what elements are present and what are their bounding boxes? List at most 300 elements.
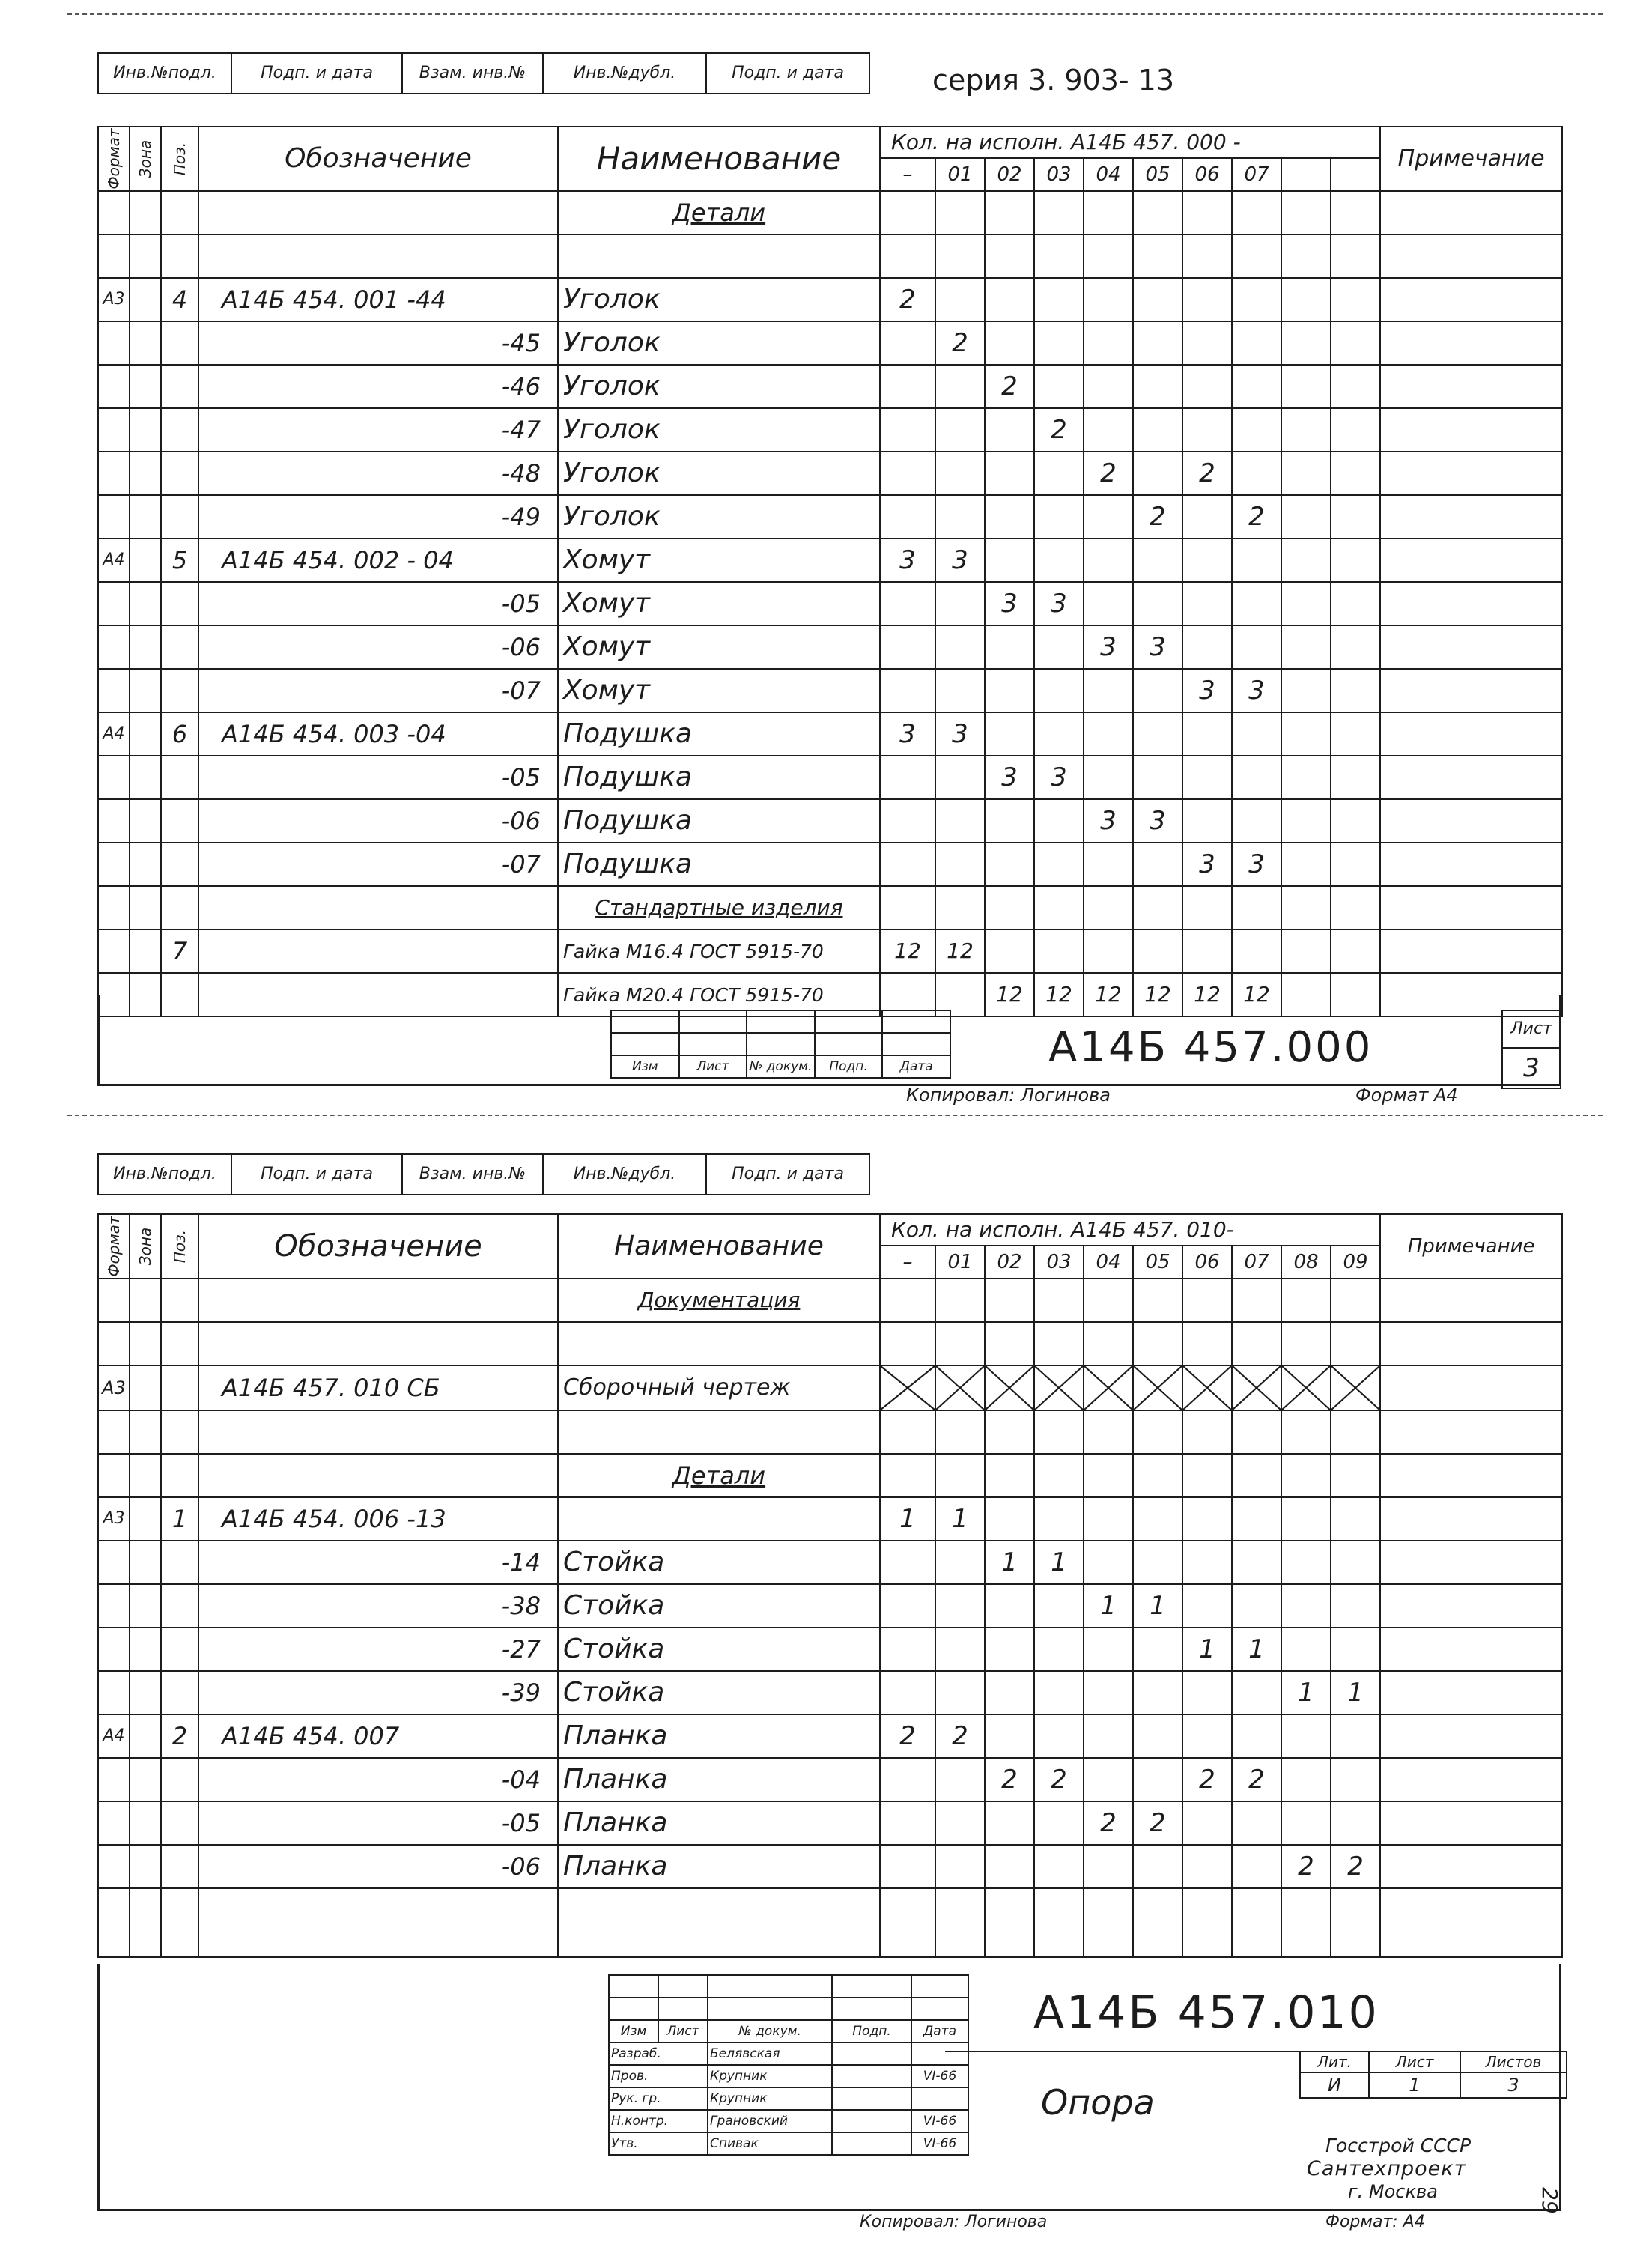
- cell-name: Гайка М16.4 ГОСТ 5915-70: [558, 930, 880, 973]
- qty-cell: [985, 1584, 1034, 1628]
- qty-cell: [1133, 278, 1182, 321]
- qty-cell: [1281, 1714, 1331, 1758]
- qty-cell: [1232, 539, 1281, 582]
- qty-cell: [985, 1845, 1034, 1888]
- cell-note: [1380, 1628, 1562, 1671]
- qty-cell: [1034, 1628, 1084, 1671]
- qty-cell: 2: [1232, 1758, 1281, 1801]
- qty-cell: [1133, 1628, 1182, 1671]
- qty-cell: [1084, 843, 1133, 886]
- rev-head: Лист: [658, 2020, 708, 2043]
- qty-cell: [1232, 1714, 1281, 1758]
- qty-cell: [935, 1671, 985, 1714]
- approval-date: VI-66: [911, 2132, 968, 2155]
- table-header-row: [98, 127, 1562, 158]
- cell-pos: 6: [161, 712, 198, 756]
- approval-role: Рук. гр.: [609, 2087, 708, 2110]
- cell-note: [1380, 1541, 1562, 1584]
- stamp-cell: Инв.№подл.: [98, 53, 231, 94]
- qty-cell: 1: [935, 1497, 985, 1541]
- approval-role: Утв.: [609, 2132, 708, 2155]
- col-designation: Обозначение: [198, 1214, 558, 1279]
- qty-cell: [1232, 625, 1281, 669]
- section-row: [98, 191, 1562, 234]
- qty-cell: [985, 1714, 1034, 1758]
- approval-date: VI-66: [911, 2110, 968, 2132]
- qty-cell: [985, 712, 1034, 756]
- cell-designation: -38: [198, 1584, 558, 1628]
- section-docs: Документация: [558, 1279, 880, 1322]
- cell-note: [1380, 1758, 1562, 1801]
- col-pos-label: Поз.: [171, 1229, 189, 1264]
- qty-cell: 1: [1133, 1584, 1182, 1628]
- qty-col-head: 01: [935, 1246, 985, 1279]
- qty-cell: [1331, 1801, 1380, 1845]
- qty-cell: [1331, 365, 1380, 408]
- part-row: [98, 1628, 1562, 1671]
- col-note: Примечание: [1380, 1214, 1562, 1279]
- qty-cell: [1232, 712, 1281, 756]
- qty-cell: [1281, 452, 1331, 495]
- qty-cell: 1: [1034, 1541, 1084, 1584]
- cell-name: [558, 1497, 880, 1541]
- cell-pos: [161, 408, 198, 452]
- stamp-cell: Подп. и дата: [231, 53, 402, 94]
- qty-cell: 3: [1084, 799, 1133, 843]
- cell-zone: [130, 539, 161, 582]
- approval-name: Спивак: [708, 2132, 832, 2155]
- qty-cell: [1133, 321, 1182, 365]
- qty-cell: [1034, 321, 1084, 365]
- sheet-number-box: [1501, 1010, 1561, 1089]
- qty-cell: [880, 582, 935, 625]
- qty-cell: [1331, 321, 1380, 365]
- qty-cell: [1331, 1497, 1380, 1541]
- org-line-1: Госстрой СССР: [1325, 2135, 1472, 2156]
- qty-cell: 3: [1232, 843, 1281, 886]
- part-row: [98, 539, 1562, 582]
- qty-cell: [1281, 321, 1331, 365]
- qty-cell: [1133, 539, 1182, 582]
- qty-cell: [1331, 278, 1380, 321]
- cell-name: Уголок: [558, 452, 880, 495]
- col-format: [98, 1214, 130, 1279]
- org-line-3: г. Москва: [1348, 2181, 1438, 2202]
- cell-pos: [161, 1584, 198, 1628]
- qty-cell: [1232, 582, 1281, 625]
- qty-cell: [1084, 539, 1133, 582]
- qty-cell: [1182, 930, 1232, 973]
- cell-format: [98, 1845, 130, 1888]
- qty-cell: [1133, 712, 1182, 756]
- cell-pos: [161, 1801, 198, 1845]
- series-number: серия 3. 903- 13: [932, 64, 1175, 97]
- qty-cell: [1232, 408, 1281, 452]
- cell-format: А3: [98, 1497, 130, 1541]
- qty-cell: [1232, 365, 1281, 408]
- qty-cell: 12: [1034, 973, 1084, 1016]
- qty-cell: [1034, 1714, 1084, 1758]
- qty-cell: [1182, 1845, 1232, 1888]
- qty-cell: [985, 539, 1034, 582]
- qty-cell: [985, 1671, 1034, 1714]
- rev-head: Изм: [611, 1055, 679, 1078]
- section-details: Детали: [558, 1454, 880, 1497]
- cell-pos: [161, 1628, 198, 1671]
- cell-name: Уголок: [558, 495, 880, 539]
- qty-cell: [985, 1628, 1034, 1671]
- qty-cell: 1: [1331, 1671, 1380, 1714]
- cell-pos: 2: [161, 1714, 198, 1758]
- cell-zone: [130, 321, 161, 365]
- qty-col-head: 02: [985, 158, 1034, 191]
- stamp-cell: Взам. инв.№: [402, 1154, 543, 1195]
- cell-designation: -39: [198, 1671, 558, 1714]
- cell-note: [1380, 278, 1562, 321]
- cell-pos: [161, 452, 198, 495]
- qty-cell: [1084, 712, 1133, 756]
- qty-cell: [1331, 1628, 1380, 1671]
- col-zone: [130, 1214, 161, 1279]
- qty-cell: [935, 625, 985, 669]
- applies-mark: [935, 1365, 985, 1410]
- qty-cell: [1133, 1845, 1182, 1888]
- cell-zone: [130, 669, 161, 712]
- cell-designation: -06: [198, 625, 558, 669]
- cell-note: [1380, 1584, 1562, 1628]
- qty-cell: [1182, 495, 1232, 539]
- qty-cell: [1133, 1497, 1182, 1541]
- stamp-cell: Инв.№дубл.: [543, 53, 706, 94]
- cell-format: [98, 408, 130, 452]
- qty-cell: 3: [1034, 582, 1084, 625]
- cell-zone: [130, 799, 161, 843]
- rev-head: Подп.: [815, 1055, 883, 1078]
- cell-format: [98, 1758, 130, 1801]
- qty-cell: [935, 799, 985, 843]
- approval-signature: [832, 2043, 911, 2065]
- sheets-label: Листов: [1460, 2052, 1567, 2072]
- qty-cell: [1232, 452, 1281, 495]
- rev-head: № докум.: [747, 1055, 815, 1078]
- qty-cell: [1084, 582, 1133, 625]
- qty-cell: [935, 1584, 985, 1628]
- qty-cell: [1331, 582, 1380, 625]
- cell-designation: -06: [198, 799, 558, 843]
- lit-label: Лит.: [1300, 2052, 1369, 2072]
- qty-cell: 1: [1084, 1584, 1133, 1628]
- col-zone-label: Зона: [136, 139, 154, 178]
- qty-cell: [880, 1845, 935, 1888]
- cell-designation: А14Б 454. 006 -13: [198, 1497, 558, 1541]
- empty-row: [98, 1410, 1562, 1454]
- qty-cell: [1034, 452, 1084, 495]
- cell-note: [1380, 1801, 1562, 1845]
- qty-cell: [1331, 1758, 1380, 1801]
- cell-pos: 5: [161, 539, 198, 582]
- qty-col-head: 01: [935, 158, 985, 191]
- qty-cell: [1281, 1758, 1331, 1801]
- part-row: [98, 1671, 1562, 1714]
- part-row: [98, 625, 1562, 669]
- paper-format: Формат А4: [1355, 1085, 1458, 1106]
- qty-cell: 3: [935, 712, 985, 756]
- rev-head: Изм: [609, 2020, 658, 2043]
- cell-note: [1380, 408, 1562, 452]
- qty-cell: [1331, 452, 1380, 495]
- qty-col-head: 03: [1034, 1246, 1084, 1279]
- approval-signature: [832, 2132, 911, 2155]
- qty-cell: 2: [1182, 1758, 1232, 1801]
- stamp-cell: Подп. и дата: [231, 1154, 402, 1195]
- qty-cell: [1331, 1714, 1380, 1758]
- cell-zone: [130, 408, 161, 452]
- approval-row: [609, 2043, 968, 2065]
- empty-row: [98, 1322, 1562, 1365]
- qty-cell: [1331, 669, 1380, 712]
- qty-cell: [1281, 625, 1331, 669]
- cell-zone: [130, 1584, 161, 1628]
- qty-cell: [1133, 1541, 1182, 1584]
- qty-cell: 12: [1133, 973, 1182, 1016]
- qty-cell: [1281, 365, 1331, 408]
- qty-cell: [1084, 669, 1133, 712]
- qty-col-head: [1281, 158, 1331, 191]
- qty-cell: [1133, 756, 1182, 799]
- qty-cell: [935, 495, 985, 539]
- sheet-value: 1: [1369, 2072, 1460, 2098]
- qty-cell: [935, 843, 985, 886]
- applies-mark: [1182, 1365, 1232, 1410]
- cell-zone: [130, 1758, 161, 1801]
- qty-cell: [935, 1758, 985, 1801]
- qty-cell: [1331, 843, 1380, 886]
- qty-cell: [985, 625, 1034, 669]
- cell-name: Подушка: [558, 843, 880, 886]
- applies-mark: [985, 1365, 1034, 1410]
- cell-format: [98, 365, 130, 408]
- qty-cell: 3: [985, 756, 1034, 799]
- part-row: [98, 1497, 1562, 1541]
- qty-cell: [1133, 1714, 1182, 1758]
- qty-cell: [1281, 408, 1331, 452]
- qty-cell: [1084, 495, 1133, 539]
- col-pos: [161, 127, 198, 191]
- stamp-cell: Подп. и дата: [706, 53, 869, 94]
- qty-cell: 1: [985, 1541, 1034, 1584]
- qty-cell: 2: [1133, 495, 1182, 539]
- qty-cell: [1182, 582, 1232, 625]
- paper-format: Формат: А4: [1325, 2213, 1425, 2231]
- qty-cell: [1182, 1671, 1232, 1714]
- sheet-label: Лист: [1369, 2052, 1460, 2072]
- qty-col-head: 07: [1232, 158, 1281, 191]
- section-row: [98, 886, 1562, 930]
- approval-signature: [832, 2087, 911, 2110]
- qty-cell: [985, 1497, 1034, 1541]
- qty-cell: 2: [985, 365, 1034, 408]
- cell-format: [98, 799, 130, 843]
- qty-cell: 2: [1034, 408, 1084, 452]
- applies-mark: [1084, 1365, 1133, 1410]
- cell-format: [98, 1801, 130, 1845]
- qty-cell: [880, 1671, 935, 1714]
- qty-cell: 3: [1133, 625, 1182, 669]
- cell-designation: -27: [198, 1628, 558, 1671]
- revision-stamp-1: [610, 1010, 951, 1079]
- qty-cell: [880, 452, 935, 495]
- qty-cell: [935, 756, 985, 799]
- qty-cell: 2: [1232, 495, 1281, 539]
- qty-cell: [1232, 1845, 1281, 1888]
- cell-pos: [161, 669, 198, 712]
- qty-cell: [985, 843, 1034, 886]
- cell-zone: [130, 756, 161, 799]
- cell-note: [1380, 1845, 1562, 1888]
- cell-format: [98, 495, 130, 539]
- approval-name: Грановский: [708, 2110, 832, 2132]
- page-number: 29: [1537, 2187, 1562, 2214]
- qty-cell: [1034, 712, 1084, 756]
- approval-date: [911, 2087, 968, 2110]
- qty-cell: 1: [880, 1497, 935, 1541]
- approval-signature: [832, 2110, 911, 2132]
- part-row: [98, 669, 1562, 712]
- cell-designation: -14: [198, 1541, 558, 1584]
- cell-note: [1380, 799, 1562, 843]
- qty-cell: [1331, 756, 1380, 799]
- qty-cell: [1133, 365, 1182, 408]
- cell-designation: А14Б 454. 007: [198, 1714, 558, 1758]
- qty-cell: [1084, 930, 1133, 973]
- qty-cell: [1331, 1584, 1380, 1628]
- section-row: [98, 1454, 1562, 1497]
- qty-cell: 2: [880, 1714, 935, 1758]
- qty-cell: 3: [1084, 625, 1133, 669]
- cell-format: А4: [98, 1714, 130, 1758]
- qty-cell: [880, 756, 935, 799]
- qty-cell: [1232, 1801, 1281, 1845]
- empty-row: [98, 234, 1562, 278]
- qty-cell: [1034, 278, 1084, 321]
- qty-cell: 12: [1084, 973, 1133, 1016]
- qty-cell: [1133, 452, 1182, 495]
- cell-designation: А14Б 454. 003 -04: [198, 712, 558, 756]
- qty-cell: [1281, 1584, 1331, 1628]
- cell-note: [1380, 1714, 1562, 1758]
- qty-cell: [1182, 539, 1232, 582]
- qty-cell: [1084, 1714, 1133, 1758]
- cell-name: Планка: [558, 1801, 880, 1845]
- part-row: [98, 756, 1562, 799]
- qty-cell: [985, 799, 1034, 843]
- qty-col-head: 04: [1084, 158, 1133, 191]
- qty-cell: [1034, 843, 1084, 886]
- copied-by: Копировал: Логинова: [860, 2213, 1048, 2231]
- qty-col-head: 05: [1133, 1246, 1182, 1279]
- qty-cell: 2: [1084, 1801, 1133, 1845]
- qty-cell: [1133, 1758, 1182, 1801]
- qty-cell: 12: [1182, 973, 1232, 1016]
- cell-note: [1380, 712, 1562, 756]
- cell-note: [1380, 582, 1562, 625]
- qty-cell: [1084, 408, 1133, 452]
- part-row: [98, 278, 1562, 321]
- cell-zone: [130, 582, 161, 625]
- approval-name: Крупник: [708, 2065, 832, 2087]
- cell-name: Хомут: [558, 539, 880, 582]
- qty-cell: 12: [1232, 973, 1281, 1016]
- cell-pos: [161, 625, 198, 669]
- stamp-cell: Инв.№подл.: [98, 1154, 231, 1195]
- cell-format: А3: [98, 1365, 130, 1410]
- cell-note: [1380, 1497, 1562, 1541]
- qty-cell: [1232, 756, 1281, 799]
- qty-col-head: 02: [985, 1246, 1034, 1279]
- qty-cell: 12: [880, 930, 935, 973]
- cell-designation: А14Б 457. 010 СБ: [198, 1365, 558, 1410]
- qty-col-head: 07: [1232, 1246, 1281, 1279]
- cell-designation: -47: [198, 408, 558, 452]
- qty-cell: [1182, 756, 1232, 799]
- part-row: [98, 365, 1562, 408]
- cell-note: [1380, 539, 1562, 582]
- cell-note: [1380, 756, 1562, 799]
- cell-designation: -06: [198, 1845, 558, 1888]
- qty-cell: 3: [880, 712, 935, 756]
- cell-name: Планка: [558, 1758, 880, 1801]
- applies-mark: [1232, 1365, 1281, 1410]
- part-row: [98, 843, 1562, 886]
- qty-cell: 2: [880, 278, 935, 321]
- applies-mark: [1281, 1365, 1331, 1410]
- qty-cell: 2: [1133, 1801, 1182, 1845]
- qty-cell: [1331, 930, 1380, 973]
- qty-cell: [1331, 712, 1380, 756]
- qty-cell: [1034, 365, 1084, 408]
- org-line-2: Сантехпроект: [1307, 2157, 1467, 2180]
- cell-format: [98, 1584, 130, 1628]
- qty-cell: 2: [1331, 1845, 1380, 1888]
- qty-col-head: 04: [1084, 1246, 1133, 1279]
- col-format-label: Формат: [105, 128, 123, 189]
- qty-cell: [880, 799, 935, 843]
- approval-role: Н.контр.: [609, 2110, 708, 2132]
- approval-row: [609, 2132, 968, 2155]
- col-designation: Обозначение: [198, 127, 558, 191]
- cell-format: [98, 669, 130, 712]
- cell-zone: [130, 365, 161, 408]
- qty-cell: [935, 1541, 985, 1584]
- cell-format: [98, 843, 130, 886]
- cell-pos: [161, 1541, 198, 1584]
- cell-name: Подушка: [558, 712, 880, 756]
- cell-designation: -05: [198, 756, 558, 799]
- qty-cell: [1084, 756, 1133, 799]
- cell-zone: [130, 278, 161, 321]
- qty-cell: [1331, 408, 1380, 452]
- applies-mark: [1034, 1365, 1084, 1410]
- part-row: [98, 582, 1562, 625]
- qty-cell: [1281, 1628, 1331, 1671]
- cell-format: [98, 756, 130, 799]
- approval-date: VI-66: [911, 2065, 968, 2087]
- part-row: [98, 712, 1562, 756]
- col-zone-label: Зона: [136, 1227, 154, 1266]
- cell-name: Уголок: [558, 365, 880, 408]
- qty-cell: 3: [1034, 756, 1084, 799]
- cell-name: Планка: [558, 1845, 880, 1888]
